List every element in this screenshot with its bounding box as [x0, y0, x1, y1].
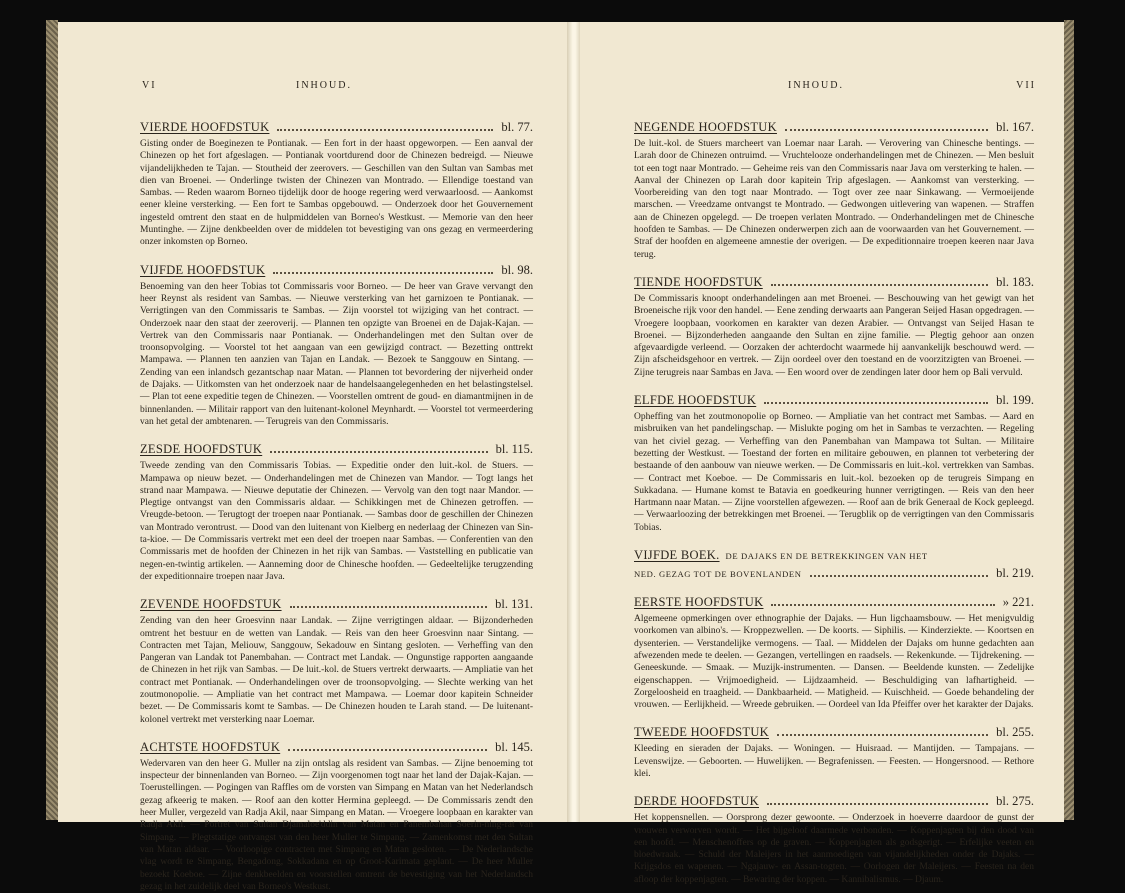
toc-entry [140, 442, 533, 583]
chapter-summary: Gisting onder de Boeginezen te Pontianak. — Een fort in der haast opgeworpen. — Een aanval der Chinezen op het fort afgeslagen. — Pontianak voortdurend door de Chinezen bedreigd. — Nieuwe vijandelijkheden te Tajan. — Stoutheid der zeerovers. — Geschillen van den Sultan van Sambas met dien van Broenei. — Onderlinge twisten der Chinezen van Montrado. — Ellendige toestand van Sambas. — Reden waarom Borneo tijdelijk door de hooge regering werd verwaarloosd. — Aankomst eener kleine versterking. — Een fort te Sambas opgebouwd. — Onderzoek door het Gouvernement ingesteld omtrent den staat en de hulpmiddelen van Borneo's Westkust. — Memorie van den heer Muntinghe. — Zijne denkbeelden over de middelen tot bevestiging van ons gezag en vermeerdering onzer inkomsten op Borneo. [140, 139, 533, 248]
chapter-heading [140, 442, 533, 457]
running-title: INHOUD. [296, 80, 352, 91]
page-reference: bl. 115. [495, 442, 533, 457]
page-reference: bl. 145. [495, 739, 533, 754]
chapter-subtitle: DE DAJAKS EN DE BETREKKINGEN VAN HET [725, 551, 928, 562]
chapter-heading [634, 595, 1034, 610]
toc-entry [634, 120, 1034, 261]
page-reference: » 221. [1002, 595, 1034, 610]
toc-entry [634, 548, 1034, 581]
chapter-summary: Algemeene opmerkingen over ethnographie der Dajaks. — Hun ligchaamsbouw. — Het menigvuldig voorkomen van albino's. — Kroppezwellen. — De koorts. — Siphilis. — Kinderziekte. — Koortsen en dysenterien. — Verstandelijke vermogens. — Taal. — Middelen der Dajaks om hunne gedachten aan afwezenden mede te deelen. — Gezangen, vertellingen en raadsels. — Rekenkunde. — Tijdrekening. — Geneeskunde. — Smaak. — Muzijk-instrumenten. — Dansen. — Beeldende kunsten. — Zedelijke eigenschappen. — Vrijmoedigheid. — Lijdzaamheid. — Beschuldiging van lafhartigheid. — Zorgeloosheid en traagheid. — Dankbaarheid. — Matigheid. — Kuischheid. — Goede behandeling der vrouwen. — Eerlijkheid. — Wreede gebruiken. — Oordeel van Ida Pfeiffer over het karakter der Dajaks. [634, 614, 1034, 711]
chapter-title: VIERDE HOOFDSTUK [140, 120, 270, 134]
chapter-title: VIJFDE HOOFDSTUK [140, 262, 266, 277]
left-page [58, 22, 568, 892]
leader-dots [785, 129, 988, 131]
chapter-heading [634, 794, 1034, 809]
chapter-heading [634, 548, 1034, 563]
chapter-heading [140, 597, 533, 612]
toc-list [140, 120, 533, 893]
page-reference: bl. 183. [996, 274, 1034, 289]
binding-edge-left [46, 20, 58, 820]
toc-entry [634, 393, 1034, 534]
chapter-title: VIJFDE BOEK. [634, 548, 720, 563]
chapter-summary: Tweede zending van den Commissaris Tobias. — Expeditie onder den luit.-kol. de Stuers. — Mampawa op nieuw bezet. — Onderhandelingen met de Chinezen van Mandor. — Togt langs het strand naar Mampawa. — Nieuwe deputatie der Chinezen. — Vervolg van den togt naar Mandor. — Plegtige ontvangst van den Commissaris aldaar. — Schikkingen met de Chinezen getroffen. — Vreugde-betoon. — Terugtogt der troepen naar Pontianak. — Sambas door de geschillen der Chinezen van Montrado verontrust. — Dood van den luitenant von Kielberg en nederlaag der Chinezen van Sin-ta-kioe. — De Commissaris vertrekt met een deel der troepen naar Sambas. — Conferentien van den Commissaris met de hoofden der Chinezen in het rijk van Sambas. — Vaststelling en publicatie van negen-en-twintig artikelen. — Aanneming door de Chinesche hoofden. — Gedeeltelijke terugzending der expeditionnaire troepen naar Java. [140, 461, 533, 582]
leader-dots [277, 129, 493, 131]
chapter-summary: Benoeming van den heer Tobias tot Commissaris voor Borneo. — De heer van Grave vervangt den heer Reynst als resident van Sambas. — Nieuwe versterking van het garnizoen te Pontianak. — Verrigtingen van den Commissaris te Sambas. — Zijn voorstel tot wijziging van het contract. — Onderzoek naar den staat der zeeroverij. — Plannen ten opzigte van Broenei en de Dajak-Kajan. — Vertrek van den Commissaris naar Pontianak. — Onderhandelingen met den Sultan over de troonsopvolging. — Voorstel tot het aangaan van een gewijzigd contract. — Bezetting onttrekt Mampawa. — Plannen ten aanzien van Tajan en Landak. — Bezoek te Sanggouw en Sintang. — Zending van een inlandsch gezantschap naar Matan. — Plannen tot bevordering der nijverheid onder de Dajaks. — Uitkomsten van het onderzoek naar de handelsaangelegenheden en het belastingstelsel. — Plan tot eene expeditie tegen de Chinezen. — Voorstellen omtrent de goud- en diamantmijnen in de binnenlanden. — Militair rapport van den luitenant-kolonel Meynhardt. — Voorstel tot vermeerdering van het getal der ambtenaren. — Terugreis van den Commissaris. [140, 281, 533, 427]
toc-list [634, 120, 1034, 886]
page-reference: bl. 167. [996, 120, 1034, 134]
chapter-heading [634, 393, 1034, 408]
chapter-heading [634, 725, 1034, 740]
toc-entry [634, 595, 1034, 711]
chapter-title: TWEEDE HOOFDSTUK [634, 725, 769, 740]
page-number: VI [142, 80, 157, 91]
chapter-heading-line2 [634, 566, 1034, 581]
leader-dots [771, 284, 988, 286]
leader-dots [777, 734, 988, 736]
page-reference: bl. 275. [996, 794, 1034, 809]
book-gutter [567, 22, 581, 822]
chapter-title: EERSTE HOOFDSTUK [634, 595, 764, 610]
chapter-summary: Het koppensnellen. — Oorsprong dezer gewoonte. — Onderzoek in hoeverre daardoor de gunst der vrouwen verworven wordt. — Het bijgeloof daarmede verbonden. — Koppenjagten bij den dood van een hoofd. — Menschenoffers op de graven. — Koppenjagten als godsgerigt. — Erfelijke veeten en bloedwraak. — Schuld der Maleijers in het aanmoedigen van vijandelijkheden onder de Dajaks. — Krijgsdos en wapenen. — Ngajauw- en Assan-togten. — Oorlogen der Maleijers. — Feesten na den afloop der koppenjagten. — Bewaring der koppen. — Kannibalismus. — Djaum. [634, 813, 1034, 885]
toc-entry [140, 263, 533, 429]
chapter-summary: Wedervaren van den heer G. Muller na zijn ontslag als resident van Sambas. — Zijne benoeming tot inspecteur der binnenlanden van Borneo. — Zijn voorgenomen togt naar het land der Dajak-Kajan. — Toerustellingen. — Pogingen van Raffles om de vorsten van Simpang en Matan van het Nederlandsch gezag afkeerig te maken. — Roof aan den kotter Hermina gepleegd. — De Commissaris zendt den heer Muller, vergezeld van Radja Akil, naar Simpang en Matan. — Vroegere loopbaan en karakter van Radja Akil. — Portret van Sultan Djamaloe'ddin van Matan en Panembahan Soerin-ning-rat van Simpang. — Plegtstatige ontvangst van den heer Muller te Simpang. — Zamenkomst met den Sultan van Matan aldaar. — Voorloopige contracten met Simpang en Matan gesloten. — De Nederlandsche vlag wordt te Simpang, Bengadong, Sokkadana en op Groot-Karimata geplant. — De heer Muller bezoekt Koeboe. — Zijne denkbeelden en voorstellen omtrent de bevestiging van het Nederlandsch gezag in het zuidelijk deel van Borneo's Westkust. [140, 758, 533, 892]
page-reference: bl. 219. [996, 566, 1034, 581]
toc-entry [140, 740, 533, 893]
chapter-title: ELFDE HOOFDSTUK [634, 393, 757, 408]
leader-dots [767, 803, 988, 805]
toc-entry [634, 275, 1034, 379]
running-title: INHOUD. [788, 80, 844, 91]
leader-dots [771, 604, 994, 606]
leader-dots [290, 606, 488, 608]
chapter-summary: Zending van den heer Groesvinn naar Landak. — Zijne verrigtingen aldaar. — Bijzonderheden omtrent het bestuur en de wetten van Landak. — Reis van den heer Groesvinn naar Sintang. — Contracten met Tajan, Meliouw, Sanggouw, Sekadouw en Sintang gesloten. — Verheffing van den Pangeran van Landak tot Panembahan. — Contract met Landak. — Ongunstige rapporten aangaande de Chinezen in het rijk van Sambas. — De luit.-kol. de Stuers vertrekt derwaarts. — Ampliatie van het contract met Pontianak. — Onderhandelingen over de troonsopvolging. — Slechte werking van het zoutmonopolie. — Ampliatie van het contract met Mampawa. — Loemar door kapitein Schneider bezet. — De Commissaris komt te Sambas. — De Chinezen houden te Larah stand. — De luitenant-kolonel vertrekt met versterking naar Loemar. [140, 616, 533, 725]
chapter-title: ACHTSTE HOOFDSTUK [140, 739, 281, 754]
chapter-title: DERDE HOOFDSTUK [634, 794, 759, 809]
chapter-summary: Opheffing van het zoutmonopolie op Borneo. — Ampliatie van het contract met Sambas. — Aard en misbruiken van het pandelingschap. — Mislukte poging om het in Sambas te verzachten. — Regeling van het civiel gezag. — Verheffing van den Panembahan van Mampawa tot Sultan. — Militaire bezetting der Westkust. — Toestand der forten en militaire gebouwen, en plannen tot verbetering der bestaande of den aanbouw van nieuwe werken. — De Commissaris en luit.-kol. vertrekken van Sambas. — Contract met Koeboe. — De Commissaris en luit.-kol. bezoeken op de terugreis Simpang en Sukkadana. — Humane komst te Batavia en goedkeuring hunner verrigtingen. — Reis van den heer Hartmann naar Matan. — Zijne voorstellen afgewezen. — Roof aan de brik Generaal de Kock gepleegd. — Verwaarloozing der betrekkingen met Broenei. — Terugblik op de verrigtingen van den Commissaris Tobias. [634, 412, 1034, 533]
chapter-heading [140, 263, 533, 278]
chapter-heading [634, 275, 1034, 290]
leader-dots [270, 451, 487, 453]
leader-dots [288, 749, 487, 751]
chapter-summary: De luit.-kol. de Stuers marcheert van Loemar naar Larah. — Verovering van Chinesche bentings. — Larah door de Chinezen ontruimd. — Vruchtelooze onderhandelingen met de Chinezen. — Men besluit tot een togt naar Montrado. — Geheime reis van den Commissaris naar Java om versterking te halen. — Aanval der Chinezen op Larah door kapitein Trip afgeslagen. — Aankomst van versterking. — Voorbereiding van den togt naar Montrado. — Togt over zee naar Sinkawang. — Vermoeijende marschen. — Vreedzame ontvangst te Montrado. — Gedwongen uitlevering van wapenen. — Straffen aan de Chinezen opgelegd. — De troepen verlaten Montrado. — Onderhandelingen met de Chinesche hoofden te Sambas. — De Chinezen onderwerpen zich aan de voorwaarden van het Gouvernement. — Straf der hoofden en algemeene amnestie der overigen. — De expeditionnaire troepen keeren naar Java terug. [634, 139, 1034, 260]
chapter-heading [140, 740, 533, 755]
toc-entry [634, 794, 1034, 886]
page-reference: bl. 77. [501, 120, 533, 134]
binding-edge-right [1064, 20, 1074, 820]
right-page [580, 22, 1064, 885]
page-reference: bl. 131. [495, 597, 533, 612]
page-reference: bl. 255. [996, 725, 1034, 740]
page-reference: bl. 199. [996, 393, 1034, 408]
leader-dots [273, 272, 493, 274]
page-number: VII [1016, 80, 1036, 91]
leader-dots [764, 402, 988, 404]
chapter-summary: Kleeding en sieraden der Dajaks. — Woningen. — Huisraad. — Mantijden. — Tampajans. — Levenswijze. — Geboorten. — Huwelijken. — Begrafenissen. — Feesten. — Hongersnood. — Rethore klei. [634, 744, 1034, 779]
toc-entry [140, 597, 533, 726]
toc-entry [634, 725, 1034, 780]
chapter-summary: De Commissaris knoopt onderhandelingen aan met Broenei. — Beschouwing van het gewigt van het Broeneische rijk voor den handel. — Eene zending derwaarts aan Pangeran Seijed Hasan opgedragen. — Vroegere loopbaan, voorkomen en karakter van dezen Arabier. — Ontvangst van Seijed Hasan te Broenei. — Bijzonderheden aangaande den Sultan en zijne familie. — Plegtig gehoor aan onzen afgevaardigde verleend. — Oorzaken der achterdocht waarmede hij aanvankelijk beschouwd werd. — Zijn afscheidsgehoor en vertrek. — Zijn oordeel over den toestand en de voorzitzigten van Broenei. — Zijne terugreis naar Sambas en Java. — Een woord over de zendingen later door hem op Bali vervuld. [634, 293, 1034, 378]
page-reference: bl. 98. [501, 262, 533, 277]
chapter-title: NEGENDE HOOFDSTUK [634, 120, 777, 134]
leader-dots [810, 575, 989, 577]
chapter-title: TIENDE HOOFDSTUK [634, 274, 763, 289]
chapter-subtitle-line2: NED. GEZAG TOT DE BOVENLANDEN [634, 569, 802, 580]
chapter-heading [140, 120, 533, 135]
chapter-title: ZESDE HOOFDSTUK [140, 442, 263, 457]
toc-entry [140, 120, 533, 249]
chapter-heading [634, 120, 1034, 135]
chapter-title: ZEVENDE HOOFDSTUK [140, 597, 282, 612]
